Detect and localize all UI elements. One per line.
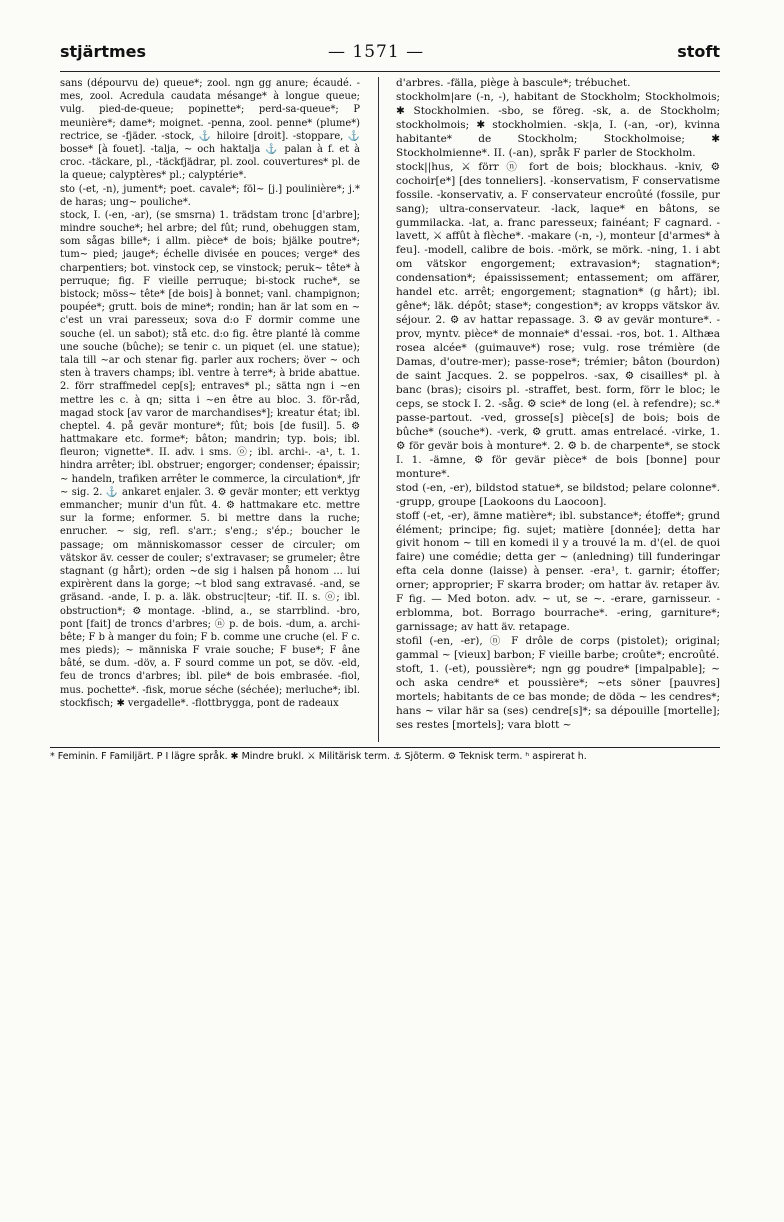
dictionary-entry: sans (dépourvu de) queue*; zool. ngn gg anure; écaudé. -mes, zool. Acredula caudata mésange* à longue queue; vulg. pied-de-queue; popinette*; perd-sa-queue*; P meunière*; dame*; moignet. -penna, zool. penne* (plume*) rectrice, se -fjäder. -stock, ⚓ hiloire [droit]. -stoppare, ⚓ bosse* [à fouet]. -talja, ∼ och haktalja ⚓ palan à f. et à croc. -täckare, pl., -täckfjädrar, pl. zool. couvertures* pl. de la queue; calyptères* pl.; calyptérie*.: [60, 78, 360, 182]
dictionary-entry: stofil (-en, -er), ⓝ F drôle de corps (pistolet); original; gammal ∼ [vieux] barbon; F vieille barbe; croûte*; encroûté.: [396, 635, 720, 662]
page-header: [60, 38, 720, 72]
dictionary-entry: stockholm|are (-n, -), habitant de Stockholm; Stockholmois; ✱ Stockholmien. -sbo, se föreg. -sk, a. de Stockholm; stockholmois; ✱ stockholmien. -sk|a, I. (-an, -or), kvinna habitante* de Stockholm; Stockholmoise; ✱ Stockholmienne*. II. (-an), språk F parler de Stockholm.: [396, 90, 720, 159]
header-rule: [60, 71, 720, 72]
dictionary-entry: d'arbres. -fälla, piège à bascule*; trébuchet.: [396, 77, 631, 89]
right-column: [396, 77, 720, 733]
dictionary-entry: sto (-et, -n), jument*; poet. cavale*; föl∼ [j.] poulinière*; j.* de haras; ung∼ pouliche*.: [60, 183, 360, 208]
dictionary-entry: stoft, 1. (-et), poussière*; ngn gg poudre* [impalpable]; ∼ och aska cendre* et poussière*; ∼ets söner [pauvres] mortels; habitants de ce bas monde; de döda ∼ les cendres*; hans ∼ vilar här sa (ses) cendre[s]*; sa dépouille [mortelle]; ses restes [mortels]; vara blott ∼: [396, 663, 720, 731]
footer-legend: * Feminin. F Familjärt. P I lägre språk. ✱ Mindre brukl. ⚔ Militärisk term. ⚓ Sjöterm. ⚙ Teknisk term. ʰ aspirerat h.: [50, 747, 720, 762]
dictionary-entry: stock, I. (-en, -ar), (se smsrna) 1. trädstam tronc [d'arbre]; mindre souche*; hel arbre; del fût; rund, obehuggen stam, som sågas bille*; i allm. pièce* de bois; bjälke poutre*; tum∼ pied; jauge*; échelle divisée en pouces; verge* des charpentiers; bot. vinstock cep, se vinstock; peruk∼ tête* à perruque; fig. F vieille perruque; bi-stock ruche*, se bistock; möss∼ tête* [de bois] à bonnet; vanl. champignon; poupée*; grutt. bois de mine*; rondin; han är lat som en ∼ c'est un vrai paresseux; sova d:o F dormir comme une souche (el. un sabot); stå etc. d:o fig. être planté là comme une souche (bûche); se tenir c. un piquet (el. une statue); tala till ∼ar och stenar fig. parler aux rochers; över ∼ och sten à travers champs; ibl. ventre à terre*; à bride abattue. 2. förr straffmedel cep[s]; entraves* pl.; sätta ngn i ∼en mettre les c. à qn; sitta i ∼en être au bloc. 3. för-råd, magad stock [av varor de marchandises*]; kreatur état; ibl. cheptel. 4. på gevär monture*; fût; bois [de fusil]. 5. ⚙ hattmakare etc. forme*; bâton; mandrin; typ. bois; ibl. fleuron; vignette*. II. adv. i sms. ⓞ; ibl. archi-. -a¹, t. 1. hindra arrêter; ibl. obstruer; engorger; condenser; épaissir; ∼ handeln, trafiken arrêter le commerce, la circulation*, jfr ∼ sig. 2. ⚓ ankaret enjaler. 3. ⚙ gevär monter; ett verktyg emmancher; munir d'un fût. 4. ⚙ hattmakare etc. mettre sur la forme; enformer. 5. bi mettre dans la ruche; enrucher. ∼ sig, refl. s'arr.; s'eng.; s'ép.; boucher le passage; om människomassor cesser de circuler; om vätskor äv. cesser de couler; s'extravaser; se grumeler; être stagnant (g hårt); orden ∼de sig i halsen på honom ... lui expirèrent dans la gorge; ∼t blod sang extravasé. -and, se gräsand. -ande, I. p. a. läk. obstruc|teur; -tif. II. s. ⓞ; ibl. obstruction*; ⚙ montage. -blind, a., se starrblind. -bro, pont [fait] de troncs d'arbres; ⓝ p. de bois. -dum, a. archi-bête; F b à manger du foin; F b. comme une cruche (el. F c. mes pieds); ∼ människa F vraie souche; F buse*; F âne bâté, se dum. -döv, a. F sourd comme un pot, se döv. -eld, feu de troncs d'arbres; ibl. pile* de bois embrasée. -fiol, mus. pochette*. -fisk, morue séche (séchée); merluche*; ibl. stockfisch; ✱ vergadelle*. -flottbrygga, pont de radeaux: [60, 209, 361, 709]
left-column: [60, 77, 360, 710]
dictionary-entry: stock||hus, ⚔ förr ⓝ fort de bois; blockhaus. -kniv, ⚙ cochoir[e*] [des tonneliers]. -konservatism, F conservatisme fossile. -konservativ, a. F conservateur encroûté (fossile, pur sang); ultra-conservateur. -lack, laque* en bâtons, se gummilacka. -lat, a. franc paresseux; fainéant; F cagnard. -lavett, ⚔ affût à flèche*. -makare (-n, -), monteur [d'armes* à feu]. -modell, calibre de bois. -mörk, se mörk. -ning, 1. i abt om vätskor engorgement; extravasion*; stagnation*; condensation*; épaississement; entassement; om affärer, handel etc. arrêt; engorgement; stagnation* (g hårt); ibl. gêne*; läk. dépôt; stase*; congestion*; av kropps vätskor äv. séjour. 2. ⚙ av hattar repassage. 3. ⚙ av gevär monture*. -prov, myntv. pièce* de monnaie* d'essai. -ros, bot. 1. Althæa rosea alcée* (guimauve*) rose; vulg. rose trémière (de Damas, d'outre-mer); passe-rose*; trémier; bâton (bourdon) de saint Jacques. 2. se poppelros. -sax, ⚙ cisailles* pl. à banc (bras); cisoirs pl. -straffet, best. form, förr le bloc; le ceps, se stock I. 2. -såg. ⚙ scie* de long (el. à refendre); sc.* passe-partout. -ved, grosse[s] pièce[s] de bois; bois de bûche* (souche*). -verk, ⚙ grutt. amas entrelacé. -virke, 1. ⚙ för gevär bois à monture*. 2. ⚙ b. de charpente*, se stock I. 1. -ämne, ⚙ för gevär pièce* de bois [bonne] pour monture*.: [396, 160, 720, 480]
dictionary-entry: stod (-en, -er), bildstod statue*, se bildstod; pelare colonne*. -grupp, groupe [Laokoons du Laocoon].: [396, 481, 720, 508]
dictionary-entry: stoff (-et, -er), ämne matière*; ibl. substance*; étoffe*; grund élément; principe; fig. sujet; matière [donnée]; detta har givit honom ∼ till en komedi il y a trouvé la m. d'(el. de quoi faire) une comédie; detta ger ∼ (anledning) till funderingar efta cela donne (laisse) à penser. -era¹, t. garnir; étoffer; orner; approprier; F skarra broder; om hattar äv. retaper äv. F fig. — Med boton. adv. ∼ ut, se ∼. -erare, garnisseur. -erblomma, bot. Borrago bourrache*. -ering, garniture*; garnissage; av hatt äv. retapage.: [396, 509, 720, 634]
column-divider: [378, 77, 379, 742]
page-number: — 1571 —: [328, 42, 425, 62]
header-right-word: stoft: [677, 42, 720, 61]
header-left-word: stjärtmes: [60, 42, 147, 61]
